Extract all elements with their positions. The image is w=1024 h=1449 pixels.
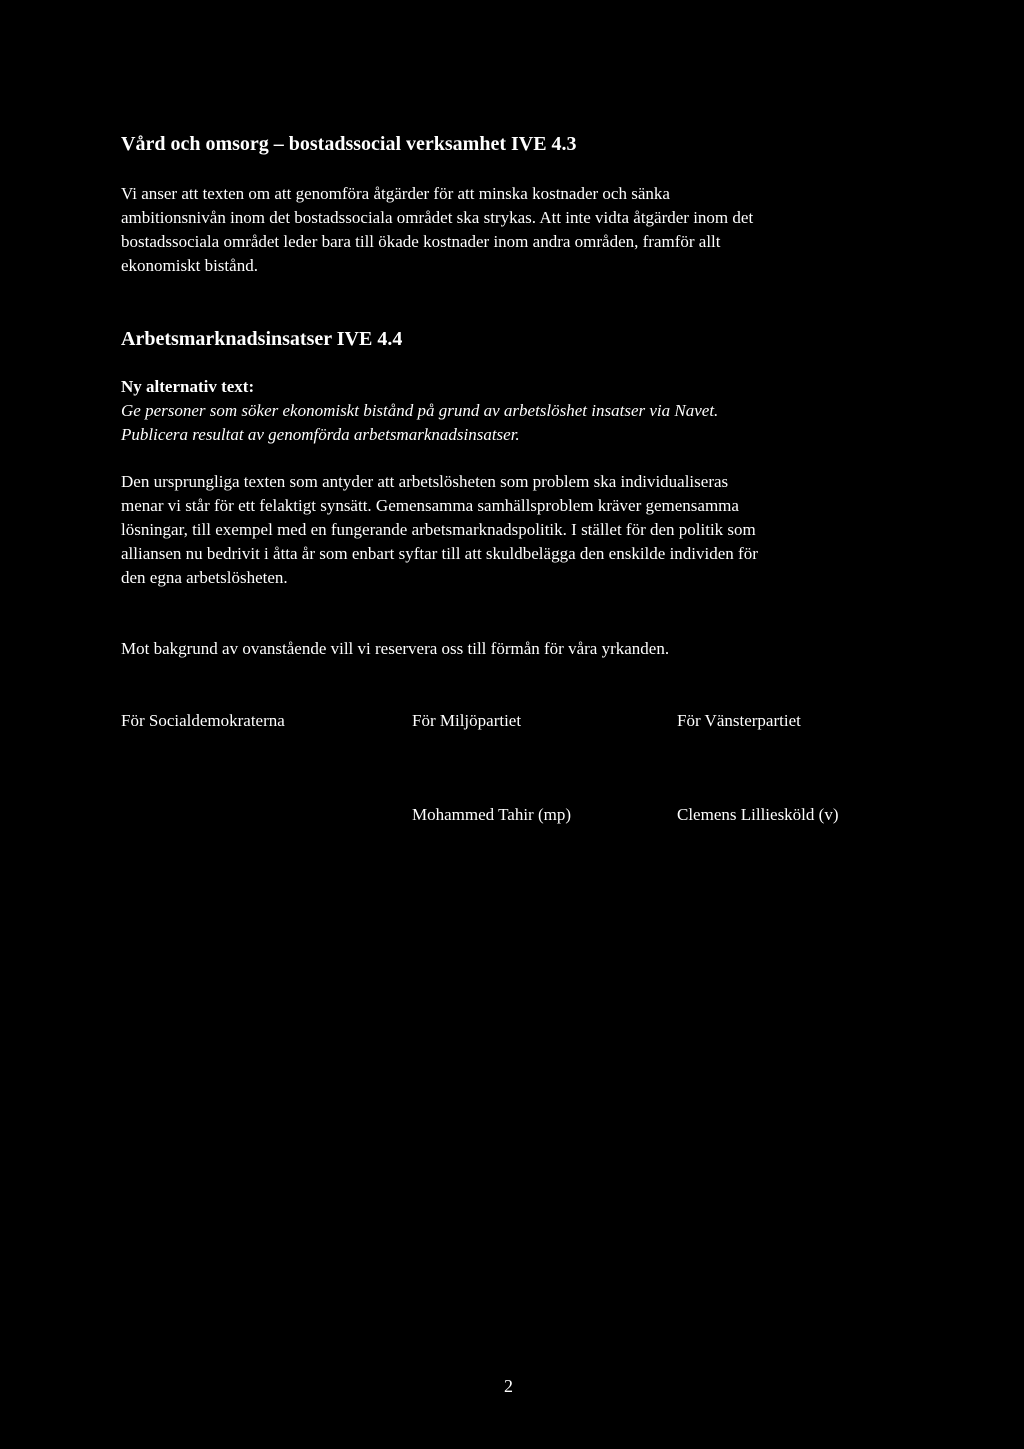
paragraph-line: menar vi står för ett felaktigt synsätt. Gemensamma samhällsproblem kräver gemensamma [121,496,739,515]
paragraph-line: ambitionsnivån inom det bostadssociala området ska strykas. Att inte vidta åtgärder inom det [121,208,754,227]
proposal-line: Ge personer som söker ekonomiskt bistånd på grund av arbetslöshet insatser via Navet. [121,401,719,420]
signature-party-vansterpartiet: För Vänsterpartiet [677,711,801,730]
conclusion-paragraph [121,637,891,661]
paragraph-line: ekonomiskt bistånd. [121,256,258,275]
paragraph-line: den egna arbetslösheten. [121,568,288,587]
italic-proposal-text [121,399,891,447]
proposal-line: Publicera resultat av genomförda arbetsmarknadsinsatser. [121,425,520,444]
signature-party-socialdemokraterna: För Socialdemokraterna [121,711,285,730]
conclusion-line: Mot bakgrund av ovanstående vill vi reservera oss till förmån för våra yrkanden. [121,639,670,658]
signature-party-miljopartiet: För Miljöpartiet [412,711,522,730]
section-heading-vard-och-omsorg: Vård och omsorg – bostadssocial verksamhet IVE 4.3 [121,133,577,155]
paragraph-line: Vi anser att texten om att genomföra åtgärder för att minska kostnader och sänka [121,184,670,203]
paragraph-line: lösningar, till exempel med en fungerande arbetsmarknadspolitik. I stället för den politik som [121,520,756,539]
page-number: 2 [504,1376,513,1396]
document-page [121,0,901,1449]
paragraph-arbetsloshet [121,470,891,590]
paragraph-bostadssocial [121,182,891,278]
paragraph-line: alliansen nu bedrivit i åtta år som enbart syftar till att skuldbelägga den enskilde individen för [121,544,758,563]
paragraph-line: bostadssociala området leder bara till ökade kostnader inom andra områden, framför allt [121,232,721,251]
section-heading-arbetsmarknadsinsatser: Arbetsmarknadsinsatser IVE 4.4 [121,328,403,350]
signature-name-mp: Mohammed Tahir (mp) [412,805,572,824]
signature-name-v: Clemens Lilliesköld (v) [677,805,839,824]
paragraph-line: Den ursprungliga texten som antyder att arbetslösheten som problem ska individualiseras [121,472,729,491]
subheading-ny-alternativ-text: Ny alternativ text: [121,377,255,396]
